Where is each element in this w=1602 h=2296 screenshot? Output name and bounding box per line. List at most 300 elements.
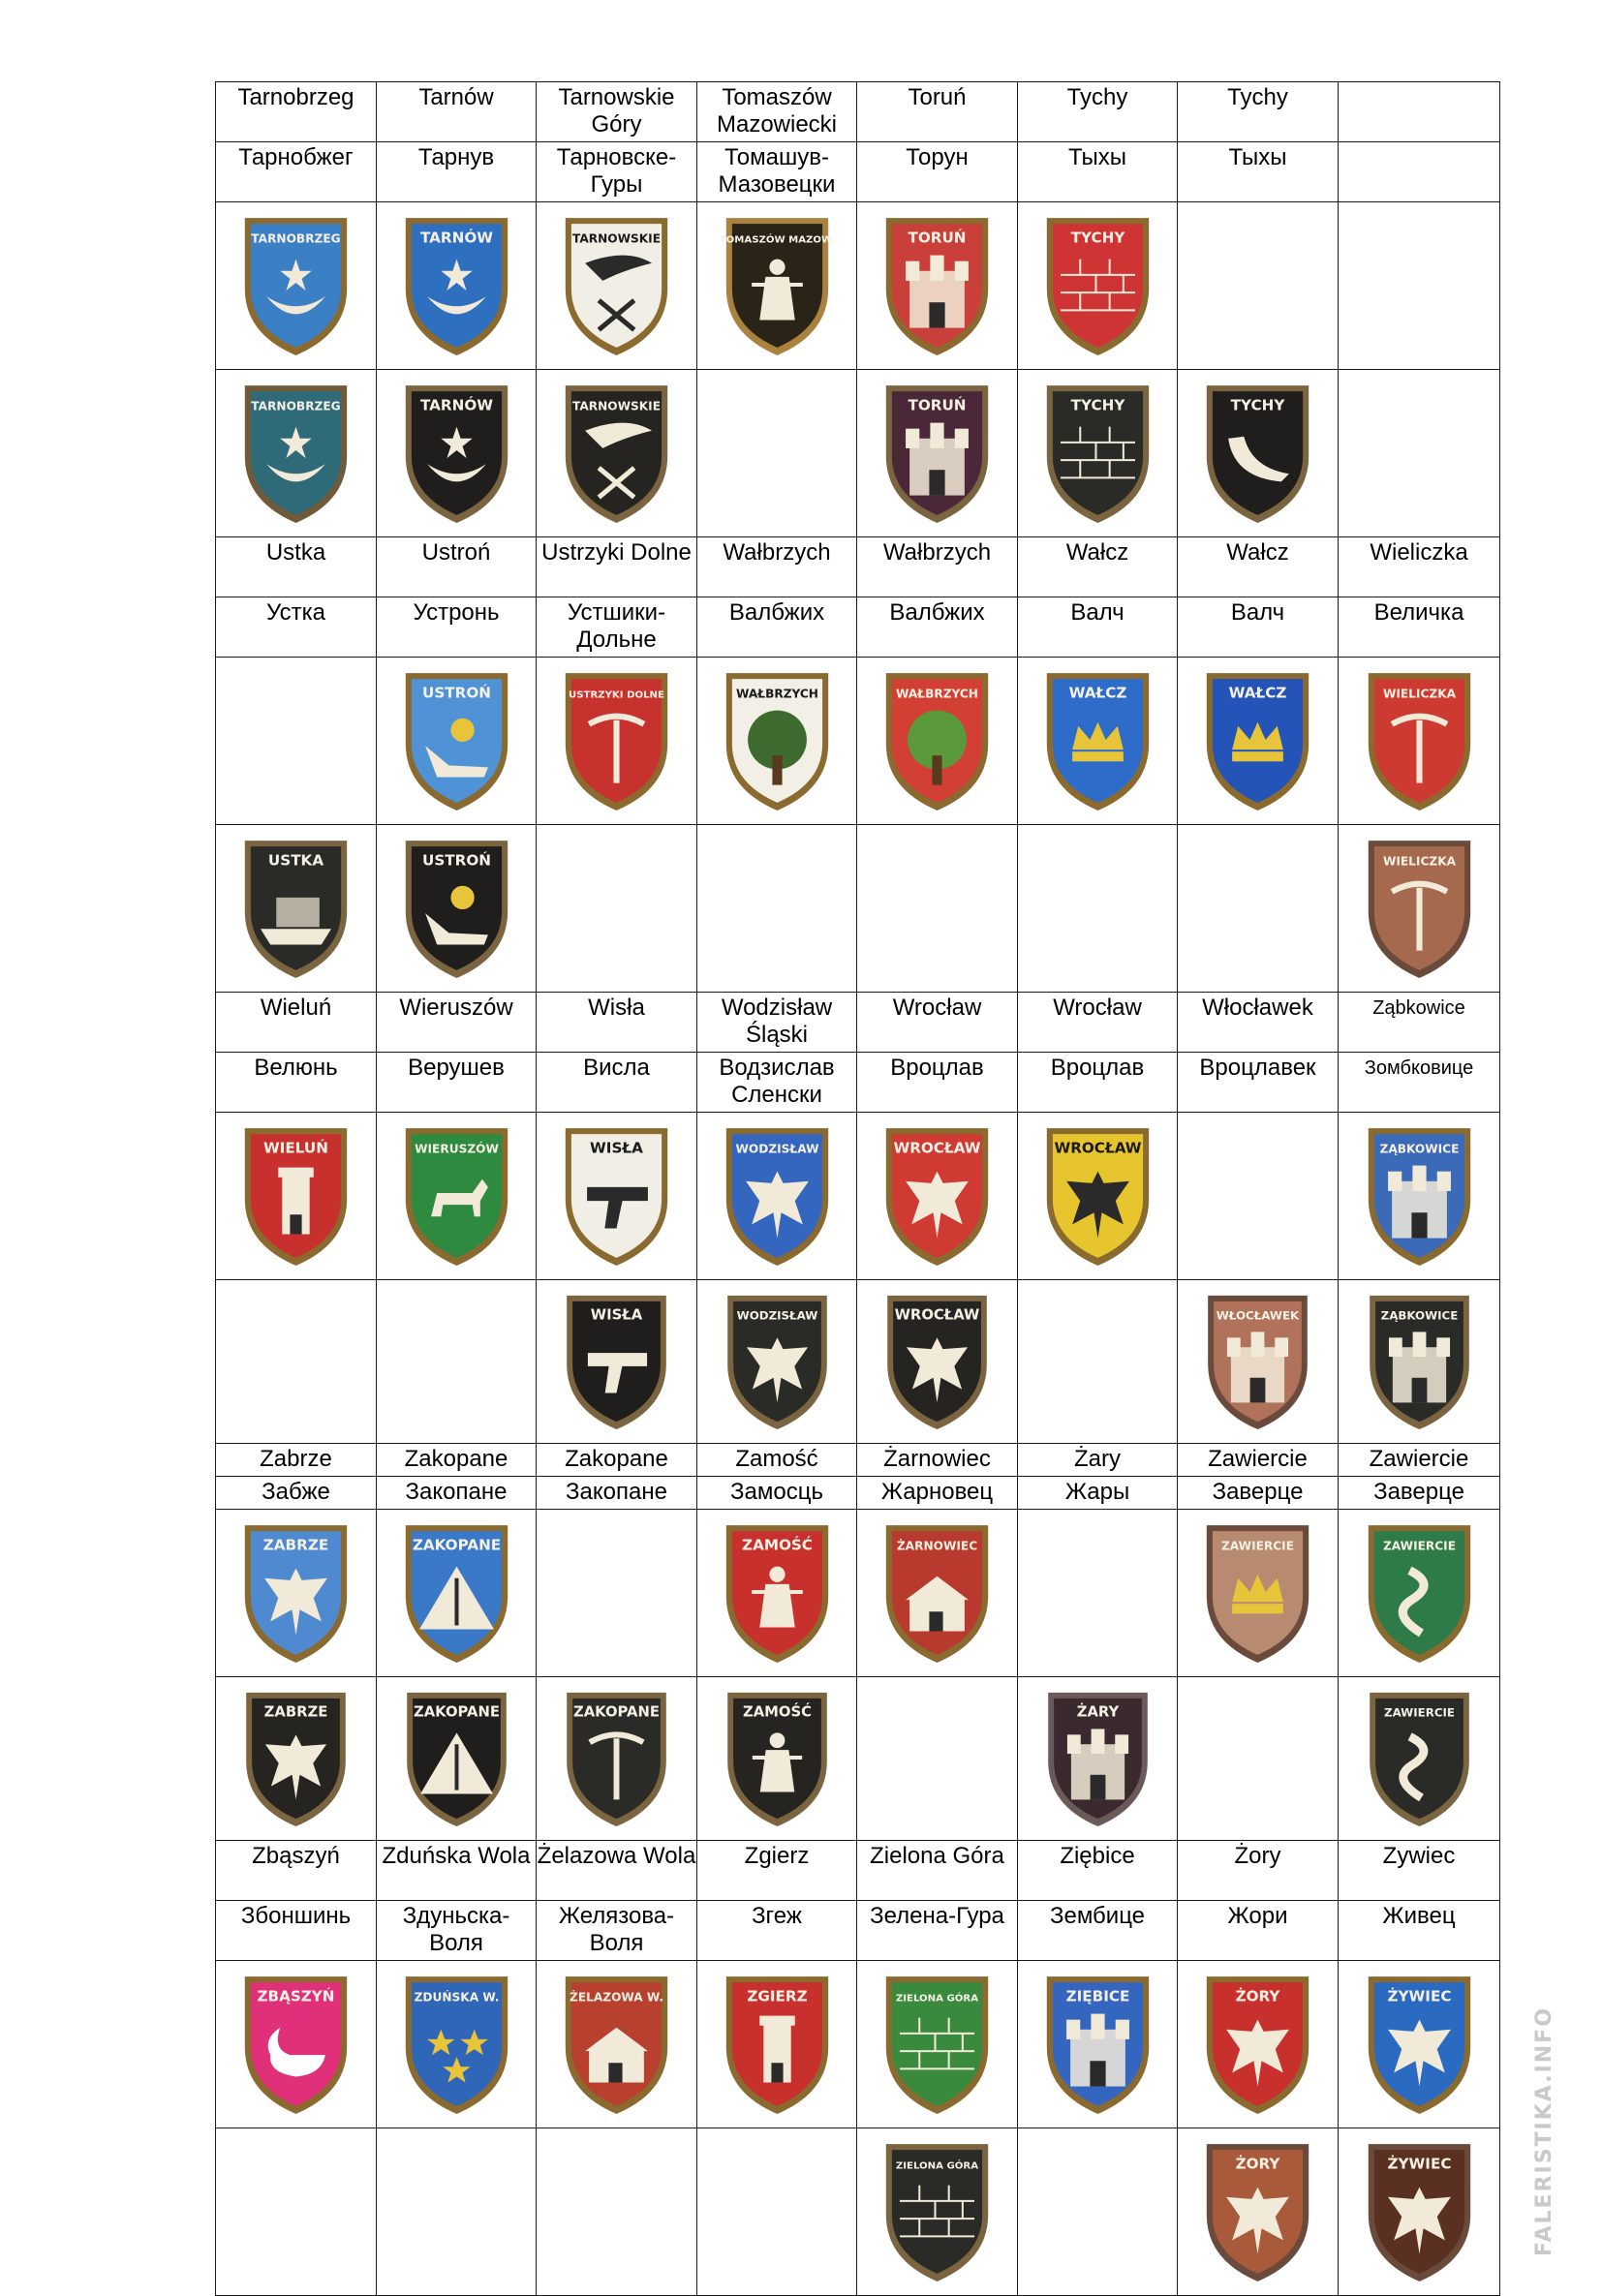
badge-inscription: ŻYWIEC [1387, 1987, 1451, 2005]
city-name-latin: Wieruszów [377, 993, 537, 1053]
coat-of-arms-badge [719, 1290, 836, 1433]
badge-inscription: TYCHY [1070, 229, 1124, 247]
badge-inscription: ZAWIERCIE [1383, 1705, 1455, 1720]
city-name-cyrillic: Вроцлав [857, 1053, 1018, 1113]
badge-cell [1178, 658, 1339, 825]
badge-cell [1018, 1677, 1178, 1841]
badge-row [216, 370, 1500, 537]
badge-cell [216, 1510, 377, 1677]
badge-cell [216, 1113, 377, 1280]
badge-cell [1018, 370, 1178, 537]
coat-of-arms-badge [877, 380, 998, 527]
city-name-latin: Wałcz [1178, 537, 1339, 597]
city-name-latin: Tarnów [377, 82, 537, 142]
badge-inscription: WODZISŁAW [736, 1308, 817, 1323]
coat-of-arms-badge [1361, 1687, 1478, 1830]
badge-cell [1339, 2128, 1500, 2296]
city-name-latin: Tychy [1018, 82, 1178, 142]
badge-cell [537, 1280, 697, 1444]
badge-motif [1066, 1729, 1127, 1799]
city-name-cyrillic: Вроцлав [1018, 1053, 1178, 1113]
badge-inscription: TARNOWSKIE [571, 399, 662, 413]
coat-of-arms-badge [1359, 667, 1480, 814]
badge-cell [216, 1677, 377, 1841]
coat-of-arms-badge [1359, 2138, 1480, 2285]
badge-inscription: ŻORY [1235, 2155, 1280, 2173]
city-name-cyrillic: Висла [537, 1053, 697, 1113]
badge-row [216, 1113, 1500, 1280]
badge-inscription: ZABRZE [263, 1703, 328, 1721]
empty-cell [216, 658, 377, 825]
badge-row [216, 202, 1500, 370]
city-name-cyrillic: Тарнув [377, 142, 537, 202]
badge-cell [697, 1280, 857, 1444]
empty-cell [216, 2128, 377, 2296]
badge-cell [1178, 1961, 1339, 2128]
coat-of-arms-badge [396, 212, 517, 359]
city-name-latin: Wieluń [216, 993, 377, 1053]
empty-cell [537, 2128, 697, 2296]
city-name-cyrillic: Зелена-Гура [857, 1901, 1018, 1961]
city-name-latin: Wrocław [857, 993, 1018, 1053]
empty-cell [697, 370, 857, 537]
badge-cell [857, 202, 1018, 370]
coat-of-arms-badge [717, 212, 838, 359]
badge-inscription: TOMASZÓW MAZOW. [719, 234, 835, 246]
coat-of-arms-badge [556, 1122, 677, 1270]
badge-motif [1066, 2014, 1129, 2087]
badge-inscription: ŻYWIEC [1387, 2155, 1451, 2173]
coat-of-arms-badge [1359, 835, 1480, 982]
city-name-cyrillic: Тыхы [1178, 142, 1339, 202]
badge-cell [857, 1510, 1018, 1677]
city-name-latin: Zakopane [377, 1444, 537, 1477]
badge-cell [216, 825, 377, 993]
coat-of-arms-badge [558, 1687, 675, 1830]
coat-of-arms-badge [1359, 1519, 1480, 1667]
coat-of-arms-badge [235, 212, 356, 359]
city-name-cyrillic: Згеж [697, 1901, 857, 1961]
coat-of-arms-badge [1197, 667, 1318, 814]
badge-cell [377, 825, 537, 993]
badge-inscription: ZAWIERCIE [1382, 1539, 1456, 1553]
badge-cell [377, 202, 537, 370]
coat-of-arms-badge [558, 1290, 675, 1433]
coat-of-arms-badge [1039, 1687, 1156, 1830]
badge-cell [377, 1677, 537, 1841]
empty-cell [1018, 2128, 1178, 2296]
badge-cell [857, 370, 1018, 537]
badge-cell [377, 1961, 537, 2128]
badge-inscription: WROCŁAW [894, 1306, 980, 1324]
city-name-latin: Zawiercie [1178, 1444, 1339, 1477]
city-name-latin: Ustroń [377, 537, 537, 597]
empty-cell [1018, 825, 1178, 993]
coat-of-arms-badge [237, 1687, 354, 1830]
city-name-latin: Ustka [216, 537, 377, 597]
badge-inscription: TARNOBRZEG [251, 399, 341, 413]
city-name-cyrillic: Вроцлавек [1178, 1053, 1339, 1113]
empty-cell [1018, 1510, 1178, 1677]
city-name-cyrillic: Закопане [377, 1477, 537, 1510]
empty-cell [857, 825, 1018, 993]
badge-cell [377, 1113, 537, 1280]
coat-of-arms-badge [235, 1971, 356, 2118]
badge-cell [697, 1961, 857, 2128]
city-name-latin: Wieliczka [1339, 537, 1500, 597]
badge-cell [1178, 2128, 1339, 2296]
empty-cell [1178, 1113, 1339, 1280]
badge-cell [1178, 370, 1339, 537]
coat-of-arms-badge [1359, 1971, 1480, 2118]
coat-of-arms-badge [396, 667, 517, 814]
city-name-cyrillic: Велюнь [216, 1053, 377, 1113]
city-name-cyrillic: Валч [1018, 597, 1178, 658]
badges-table-body [216, 82, 1500, 2296]
watermark: FALERISTIKA.INFO [1532, 2006, 1556, 2256]
badge-inscription: ZAKOPANE [412, 1536, 501, 1554]
city-name-cyrillic: Закопане [537, 1477, 697, 1510]
city-name-cyrillic: Тарновске-Гуры [537, 142, 697, 202]
empty-cell [377, 2128, 537, 2296]
badge-cell [1339, 1677, 1500, 1841]
badge-cell [857, 658, 1018, 825]
coat-of-arms-badge [1197, 1519, 1318, 1667]
city-name-cyrillic: Жарновец [857, 1477, 1018, 1510]
badge-inscription: TARNÓW [419, 396, 493, 414]
city-name-cyrillic: Зембице [1018, 1901, 1178, 1961]
coat-of-arms-badge [1197, 1971, 1318, 2118]
city-name-latin: Żory [1178, 1841, 1339, 1901]
badge-cell [857, 1113, 1018, 1280]
badge-cell [1339, 1510, 1500, 1677]
city-name-latin: Zbąszyń [216, 1841, 377, 1901]
city-name-latin: Wrocław [1018, 993, 1178, 1053]
badge-cell [1339, 1280, 1500, 1444]
coat-of-arms-badge [235, 380, 356, 527]
city-name-cyrillic: Здуньска-Воля [377, 1901, 537, 1961]
badge-cell [216, 1961, 377, 2128]
city-name-cyrillic: Тарнобжег [216, 142, 377, 202]
badge-inscription: ZDUŃSKA W. [414, 1990, 499, 2005]
latin-name-row [216, 82, 1500, 142]
coat-of-arms-badge [396, 1519, 517, 1667]
coat-of-arms-badge [396, 380, 517, 527]
city-name-cyrillic: Водзислав Сленски [697, 1053, 857, 1113]
badge-inscription: WROCŁAW [893, 1139, 981, 1157]
badge-row [216, 1280, 1500, 1444]
city-name-latin: Toruń [857, 82, 1018, 142]
badge-motif [1227, 1332, 1288, 1402]
city-name-cyrillic: Тыхы [1018, 142, 1178, 202]
coat-of-arms-badge [717, 1122, 838, 1270]
city-name-latin: Włocławek [1178, 993, 1339, 1053]
badge-cell [377, 658, 537, 825]
badge-row [216, 1961, 1500, 2128]
coat-of-arms-badge [877, 1971, 998, 2118]
city-name-latin: Ustrzyki Dolne [537, 537, 697, 597]
cyrillic-name-row [216, 1901, 1500, 1961]
coat-of-arms-badge [1361, 1290, 1478, 1433]
badge-row [216, 1677, 1500, 1841]
city-name-latin: Wałbrzych [697, 537, 857, 597]
badge-inscription: ŻARNOWIEC [896, 1539, 978, 1553]
city-name-latin: Tarnobrzeg [216, 82, 377, 142]
badge-inscription: WIELUŃ [263, 1139, 328, 1157]
badge-inscription: WROCŁAW [1053, 1139, 1142, 1157]
coat-of-arms-badge [396, 1122, 517, 1270]
city-name-cyrillic: Устшики-Дольне [537, 597, 697, 658]
city-name-cyrillic: Жори [1178, 1901, 1339, 1961]
coat-of-arms-badge [717, 1519, 838, 1667]
city-name-latin: Zawiercie [1339, 1444, 1500, 1477]
coat-of-arms-badge [556, 1971, 677, 2118]
badge-inscription: WAŁBRZYCH [896, 687, 978, 701]
cyrillic-name-row [216, 1053, 1500, 1113]
badge-inscription: WIERUSZÓW [414, 1142, 499, 1156]
city-name-latin: Zabrze [216, 1444, 377, 1477]
badge-cell [857, 1961, 1018, 2128]
badge-inscription: TYCHY [1230, 396, 1285, 414]
coat-of-arms-badge [877, 2138, 998, 2285]
coat-of-arms-badge [1199, 1290, 1316, 1433]
coat-of-arms-badge [556, 212, 677, 359]
badge-inscription: TARNOBRZEG [251, 231, 341, 246]
coat-of-arms-badge [1037, 1971, 1158, 2118]
latin-name-row [216, 1841, 1500, 1901]
badge-inscription: ZAWIERCIE [1220, 1539, 1295, 1553]
city-name-latin: Ząbkowice [1339, 993, 1500, 1053]
badge-row [216, 825, 1500, 993]
badge-row [216, 1510, 1500, 1677]
city-name-cyrillic: Торун [857, 142, 1018, 202]
badge-inscription: ZAKOPANE [413, 1703, 500, 1721]
latin-name-row [216, 537, 1500, 597]
coat-of-arms-badge [556, 667, 677, 814]
badge-inscription: WAŁBRZYCH [735, 687, 818, 701]
badge-inscription: ZABRZE [262, 1536, 329, 1554]
city-name-cyrillic: Заверце [1178, 1477, 1339, 1510]
city-name-latin: Wałbrzych [857, 537, 1018, 597]
city-name-latin: Zgierz [697, 1841, 857, 1901]
coat-of-arms-badge [1197, 380, 1318, 527]
badge-cell [1178, 1510, 1339, 1677]
city-name-cyrillic: Величка [1339, 597, 1500, 658]
badge-motif [906, 423, 969, 496]
city-name-cyrillic: Заверце [1339, 1477, 1500, 1510]
badge-cell [537, 370, 697, 537]
badge-motif [906, 256, 969, 328]
coat-of-arms-badge [398, 1687, 515, 1830]
badge-cell [537, 202, 697, 370]
city-name-cyrillic: Замосць [697, 1477, 857, 1510]
badge-inscription: WIELICZKA [1382, 687, 1456, 701]
city-name-cyrillic: Желязова-Воля [537, 1901, 697, 1961]
badge-cell [857, 2128, 1018, 2296]
cyrillic-name-row [216, 1477, 1500, 1510]
city-name-latin: Zywiec [1339, 1841, 1500, 1901]
badge-inscription: WISŁA [590, 1139, 643, 1157]
city-name-cyrillic: Зомбковице [1339, 1053, 1500, 1113]
city-name-latin: Żarnowiec [857, 1444, 1018, 1477]
coat-of-arms-badge [1037, 667, 1158, 814]
coat-of-arms-badge [717, 1971, 838, 2118]
badge-inscription: WAŁCZ [1228, 684, 1287, 702]
badge-cell [697, 658, 857, 825]
empty-cell [1018, 1280, 1178, 1444]
city-name-latin [1339, 82, 1500, 142]
empty-cell [1339, 202, 1500, 370]
latin-name-row [216, 1444, 1500, 1477]
badge-inscription: ŻELAZOWA W. [570, 1990, 663, 2005]
city-name-latin: Tarnowskie Góry [537, 82, 697, 142]
badge-cell [1339, 1113, 1500, 1280]
coat-of-arms-badge [396, 835, 517, 982]
city-name-cyrillic: Устка [216, 597, 377, 658]
badge-inscription: WISŁA [590, 1306, 643, 1324]
coat-of-arms-badge [235, 1122, 356, 1270]
badge-cell [537, 1961, 697, 2128]
badge-cell [377, 1510, 537, 1677]
badge-inscription: WIELICZKA [1382, 854, 1456, 869]
empty-cell [377, 1280, 537, 1444]
badge-inscription: ZIELONA GÓRA [895, 1993, 979, 2005]
badge-cell [1018, 658, 1178, 825]
badge-cell [216, 202, 377, 370]
empty-cell [857, 1677, 1018, 1841]
badge-inscription: TYCHY [1070, 396, 1124, 414]
empty-cell [697, 825, 857, 993]
badge-inscription: USTKA [267, 851, 324, 870]
coat-of-arms-badge [717, 667, 838, 814]
city-name-cyrillic: Валбжих [857, 597, 1018, 658]
city-name-latin: Żary [1018, 1444, 1178, 1477]
badge-cell [537, 658, 697, 825]
badge-inscription: ZAMOŚĆ [742, 1703, 812, 1721]
badge-inscription: ŻARY [1076, 1703, 1119, 1721]
city-name-latin: Żelazowa Wola [537, 1841, 697, 1901]
city-name-latin: Zduńska Wola [377, 1841, 537, 1901]
badge-motif [1388, 1332, 1449, 1402]
city-name-cyrillic [1339, 142, 1500, 202]
city-name-latin: Zielona Góra [857, 1841, 1018, 1901]
city-name-latin: Wodzisław Śląski [697, 993, 857, 1053]
latin-name-row [216, 993, 1500, 1053]
coat-of-arms-badge [235, 1519, 356, 1667]
city-name-latin: Tomaszów Mazowiecki [697, 82, 857, 142]
badge-cell [1339, 658, 1500, 825]
badge-inscription: ZAKOPANE [573, 1703, 660, 1721]
city-name-latin: Ziębice [1018, 1841, 1178, 1901]
badge-cell [1018, 1961, 1178, 2128]
city-name-cyrillic: Забже [216, 1477, 377, 1510]
badge-inscription: USTROŃ [421, 851, 491, 870]
badge-inscription: USTRZYKI DOLNE [569, 689, 664, 701]
coat-of-arms-badge [396, 1971, 517, 2118]
coat-of-arms-badge [878, 1290, 996, 1433]
city-name-latin: Wisła [537, 993, 697, 1053]
badge-inscription: ZĄBKOWICE [1379, 1142, 1459, 1156]
badge-cell [537, 1677, 697, 1841]
city-name-latin: Zakopane [537, 1444, 697, 1477]
badge-inscription: ZGIERZ [746, 1987, 808, 2005]
empty-cell [1178, 202, 1339, 370]
empty-cell [1339, 370, 1500, 537]
coat-of-arms-badge [556, 380, 677, 527]
badge-cell [1178, 1280, 1339, 1444]
badge-inscription: ZIĘBICE [1065, 1987, 1129, 2005]
city-name-cyrillic: Верушев [377, 1053, 537, 1113]
badge-cell [697, 1677, 857, 1841]
cyrillic-name-row [216, 597, 1500, 658]
badge-inscription: TORUŃ [908, 396, 967, 414]
empty-cell [537, 825, 697, 993]
coat-of-arms-badge [719, 1687, 836, 1830]
coat-of-arms-badge [1197, 2138, 1318, 2285]
badge-inscription: ŻORY [1235, 1987, 1280, 2005]
coat-of-arms-badge [877, 212, 998, 359]
badge-inscription: ZAMOŚĆ [741, 1536, 813, 1554]
badges-table [215, 81, 1500, 2296]
city-name-latin: Tychy [1178, 82, 1339, 142]
badge-cell [377, 370, 537, 537]
badge-inscription: TARNOWSKIE [571, 231, 662, 246]
badge-inscription: ZBĄSZYŃ [257, 1987, 335, 2005]
badge-cell [857, 1280, 1018, 1444]
empty-cell [537, 1510, 697, 1677]
city-name-cyrillic: Устронь [377, 597, 537, 658]
city-name-cyrillic: Збоншинь [216, 1901, 377, 1961]
badge-cell [1339, 825, 1500, 993]
badge-motif [1388, 1166, 1451, 1239]
badge-motif [759, 2016, 794, 2083]
coat-of-arms-badge [1037, 212, 1158, 359]
badge-row [216, 658, 1500, 825]
badge-inscription: TORUŃ [908, 229, 967, 247]
coat-of-arms-badge [877, 1122, 998, 1270]
badge-row [216, 2128, 1500, 2296]
city-name-latin: Wałcz [1018, 537, 1178, 597]
empty-cell [1178, 825, 1339, 993]
badge-inscription: ZĄBKOWICE [1380, 1308, 1458, 1323]
cyrillic-name-row [216, 142, 1500, 202]
empty-cell [216, 1280, 377, 1444]
badge-inscription: ZIELONA GÓRA [895, 2160, 979, 2172]
city-name-cyrillic: Живец [1339, 1901, 1500, 1961]
badge-cell [537, 1113, 697, 1280]
badge-cell [216, 370, 377, 537]
empty-cell [697, 2128, 857, 2296]
badge-cell [1018, 1113, 1178, 1280]
city-name-cyrillic: Томашув-Мазовецки [697, 142, 857, 202]
badge-cell [697, 1510, 857, 1677]
badge-motif [278, 1168, 313, 1235]
city-name-cyrillic: Валбжих [697, 597, 857, 658]
coat-of-arms-badge [1037, 1122, 1158, 1270]
city-name-latin: Zamość [697, 1444, 857, 1477]
city-name-cyrillic: Валч [1178, 597, 1339, 658]
coat-of-arms-badge [1359, 1122, 1480, 1270]
coat-of-arms-badge [1037, 380, 1158, 527]
badge-inscription: WODZISŁAW [734, 1142, 819, 1156]
empty-cell [1178, 1677, 1339, 1841]
badge-cell [697, 202, 857, 370]
badge-cell [1339, 1961, 1500, 2128]
badge-inscription: WAŁCZ [1068, 684, 1126, 702]
badge-inscription: TARNÓW [419, 229, 493, 247]
badge-inscription: WŁOCŁAWEK [1216, 1308, 1300, 1323]
coat-of-arms-badge [877, 1519, 998, 1667]
